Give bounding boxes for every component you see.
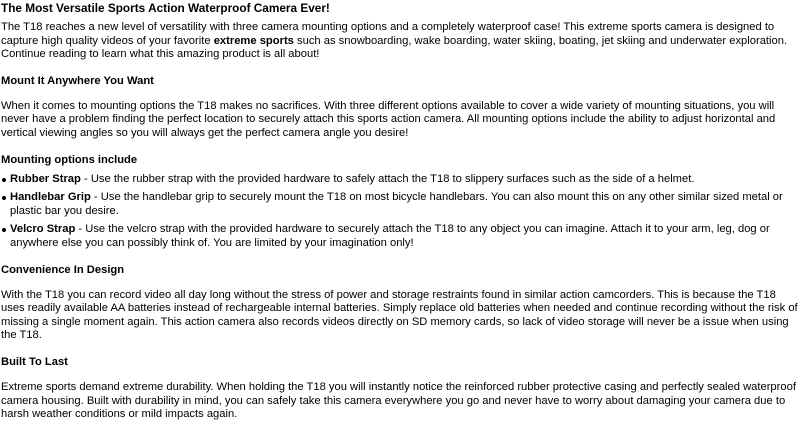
page-title: The Most Versatile Sports Action Waterproof Camera Ever! bbox=[1, 1, 330, 15]
intro-text-before: The T18 reaches a new level of versatility with three camera mounting options and a completely waterproof case! This extreme sports camera is designed to capture high quality videos of your favorite bbox=[1, 21, 775, 47]
option-name: Rubber Strap bbox=[10, 172, 81, 185]
convenience-heading: Convenience In Design bbox=[1, 263, 125, 276]
option-text: - Use the handlebar grip to securely mount the T18 on most bicycle handlebars. You can also mount this on any other similar sized metal or plastic bar you desire. bbox=[10, 191, 783, 217]
option-text: - Use the velcro strap with the provided hardware to securely attach the T18 to any object you can imagine. Attach it to your arm, leg, dog or anywhere else you can possibly think of. You are limited by your imagination only! bbox=[10, 223, 770, 249]
options-heading: Mounting options include bbox=[1, 153, 138, 166]
option-text: - Use the rubber strap with the provided hardware to safely attach the T18 to slippery surfaces such as the side of a helmet. bbox=[80, 172, 695, 185]
intro-paragraph bbox=[1, 21, 798, 62]
mount-heading: Mount It Anywhere You Want bbox=[1, 74, 154, 87]
built-heading: Built To Last bbox=[1, 355, 68, 368]
built-paragraph: Extreme sports demand extreme durability. When holding the T18 you will instantly notice the reinforced rubber protective casing and perfectly sealed waterproof camera housing. Built with durability in mind, you can safely take this camera everywhere you go and never have to worry about damaging your camera due to harsh weather conditions or mild impacts again. bbox=[1, 380, 796, 421]
product-description bbox=[0, 1, 800, 422]
list-item bbox=[1, 223, 798, 250]
intro-emphasis: extreme sports bbox=[213, 34, 294, 47]
list-item bbox=[1, 191, 798, 218]
option-name: Velcro Strap bbox=[10, 223, 76, 236]
intro-text-after: such as snowboarding, wake boarding, water skiing, boating, jet skiing and underwater exploration. Continue reading to learn what this amazing product is all about! bbox=[1, 34, 788, 61]
list-item bbox=[1, 173, 798, 187]
mount-paragraph: When it comes to mounting options the T18 makes no sacrifices. With three different options available to cover a wide variety of mounting situations, you will never have a problem finding the perfect location to securely attach this sports action camera. All mounting options include the ability to adjust horizontal and vertical viewing angles so you will always get the perfect camera angle you desire! bbox=[1, 99, 776, 139]
convenience-paragraph: With the T18 you can record video all day long without the stress of power and storage restraints found in similar action camcorders. This is because the T18 uses readily available AA batteries instead of rechargeable internal batteries. Simply replace old batteries when needed and continue recording without the risk of missing a single moment again. This action camera also records videos directly on SD memory cards, so lack of video storage will never be a issue when using the T18. bbox=[1, 288, 798, 342]
mounting-options-list bbox=[1, 173, 798, 251]
option-name: Handlebar Grip bbox=[10, 191, 91, 204]
